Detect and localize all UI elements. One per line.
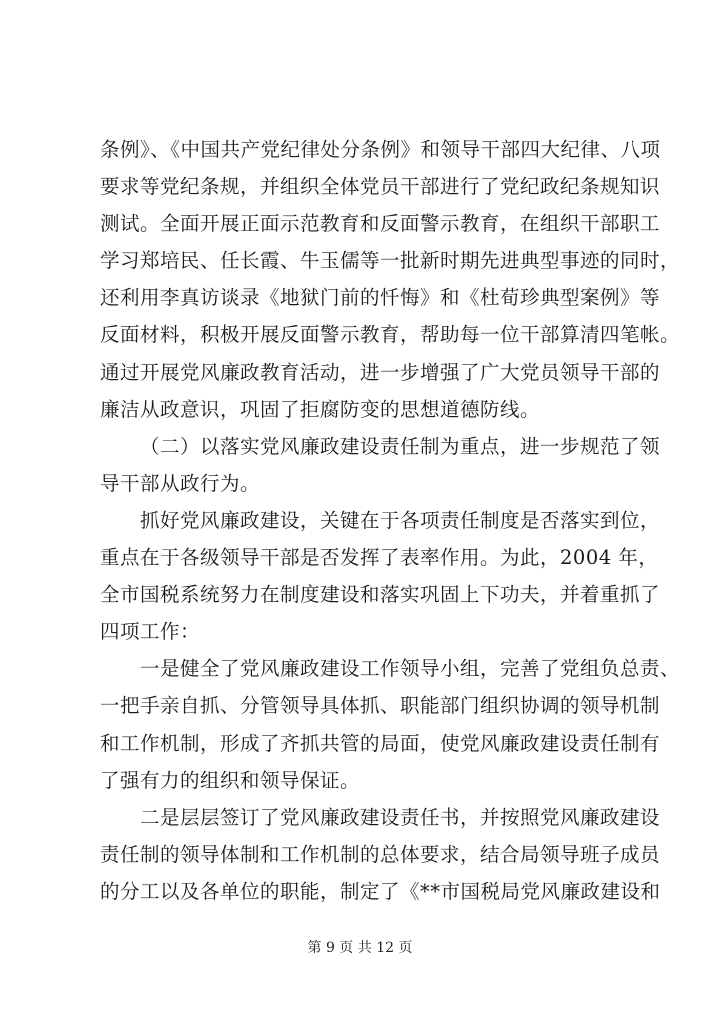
text-line: 四项工作： [100,620,201,644]
text-line: 的分工以及各单位的职能，制定了《**市国税局党风廉政建设和 [100,879,661,903]
text-line: 重点在于各级领导干部是否发挥了表率作用。为此，2004 年， [100,546,659,570]
text-line: 导干部从政行为。 [100,471,261,495]
text-line: 二是层层签订了党风廉政建设责任书，并按照党风廉政建设 [140,805,661,829]
text-line: 一把手亲自抓、分管领导具体抓、职能部门组织协调的领导机制 [100,694,661,718]
page-footer: 第 9 页 共 12 页 [307,940,413,956]
text-line: 全市国税系统努力在制度建设和落实巩固上下功夫，并着重抓了 [100,583,661,607]
text-line: （二）以落实党风廉政建设责任制为重点，进一步规范了领 [140,434,661,458]
text-line: 反面材料，积极开展反面警示教育，帮助每一位干部算清四笔帐。 [100,323,681,347]
text-line: 责任制的领导体制和工作机制的总体要求，结合局领导班子成员 [100,842,661,866]
text-line: 测试。全面开展正面示范教育和反面警示教育，在组织干部职工 [100,212,661,236]
document-body [100,131,681,910]
text-line: 条例》、《中国共产党纪律处分条例》和领导干部四大纪律、八项 [100,138,661,161]
text-line: 学习郑培民、任长霞、牛玉儒等一批新时期先进典型事迹的同时， [100,249,681,273]
text-line: 抓好党风廉政建设，关键在于各项责任制度是否落实到位， [140,508,661,532]
text-line: 了强有力的组织和领导保证。 [100,768,361,792]
text-line: 和工作机制，形成了齐抓共管的局面，使党风廉政建设责任制有 [100,731,661,755]
text-line: 通过开展党风廉政教育活动，进一步增强了广大党员领导干部的 [100,360,661,384]
text-line: 还利用李真访谈录《地狱门前的忏悔》和《杜荀珍典型案例》等 [100,286,661,310]
text-line: 一是健全了党风廉政建设工作领导小组，完善了党组负总责、 [140,657,681,681]
text-line: 要求等党纪条规，并组织全体党员干部进行了党纪政纪条规知识 [100,175,661,199]
text-line: 廉洁从政意识，巩固了拒腐防变的思想道德防线。 [100,397,541,421]
